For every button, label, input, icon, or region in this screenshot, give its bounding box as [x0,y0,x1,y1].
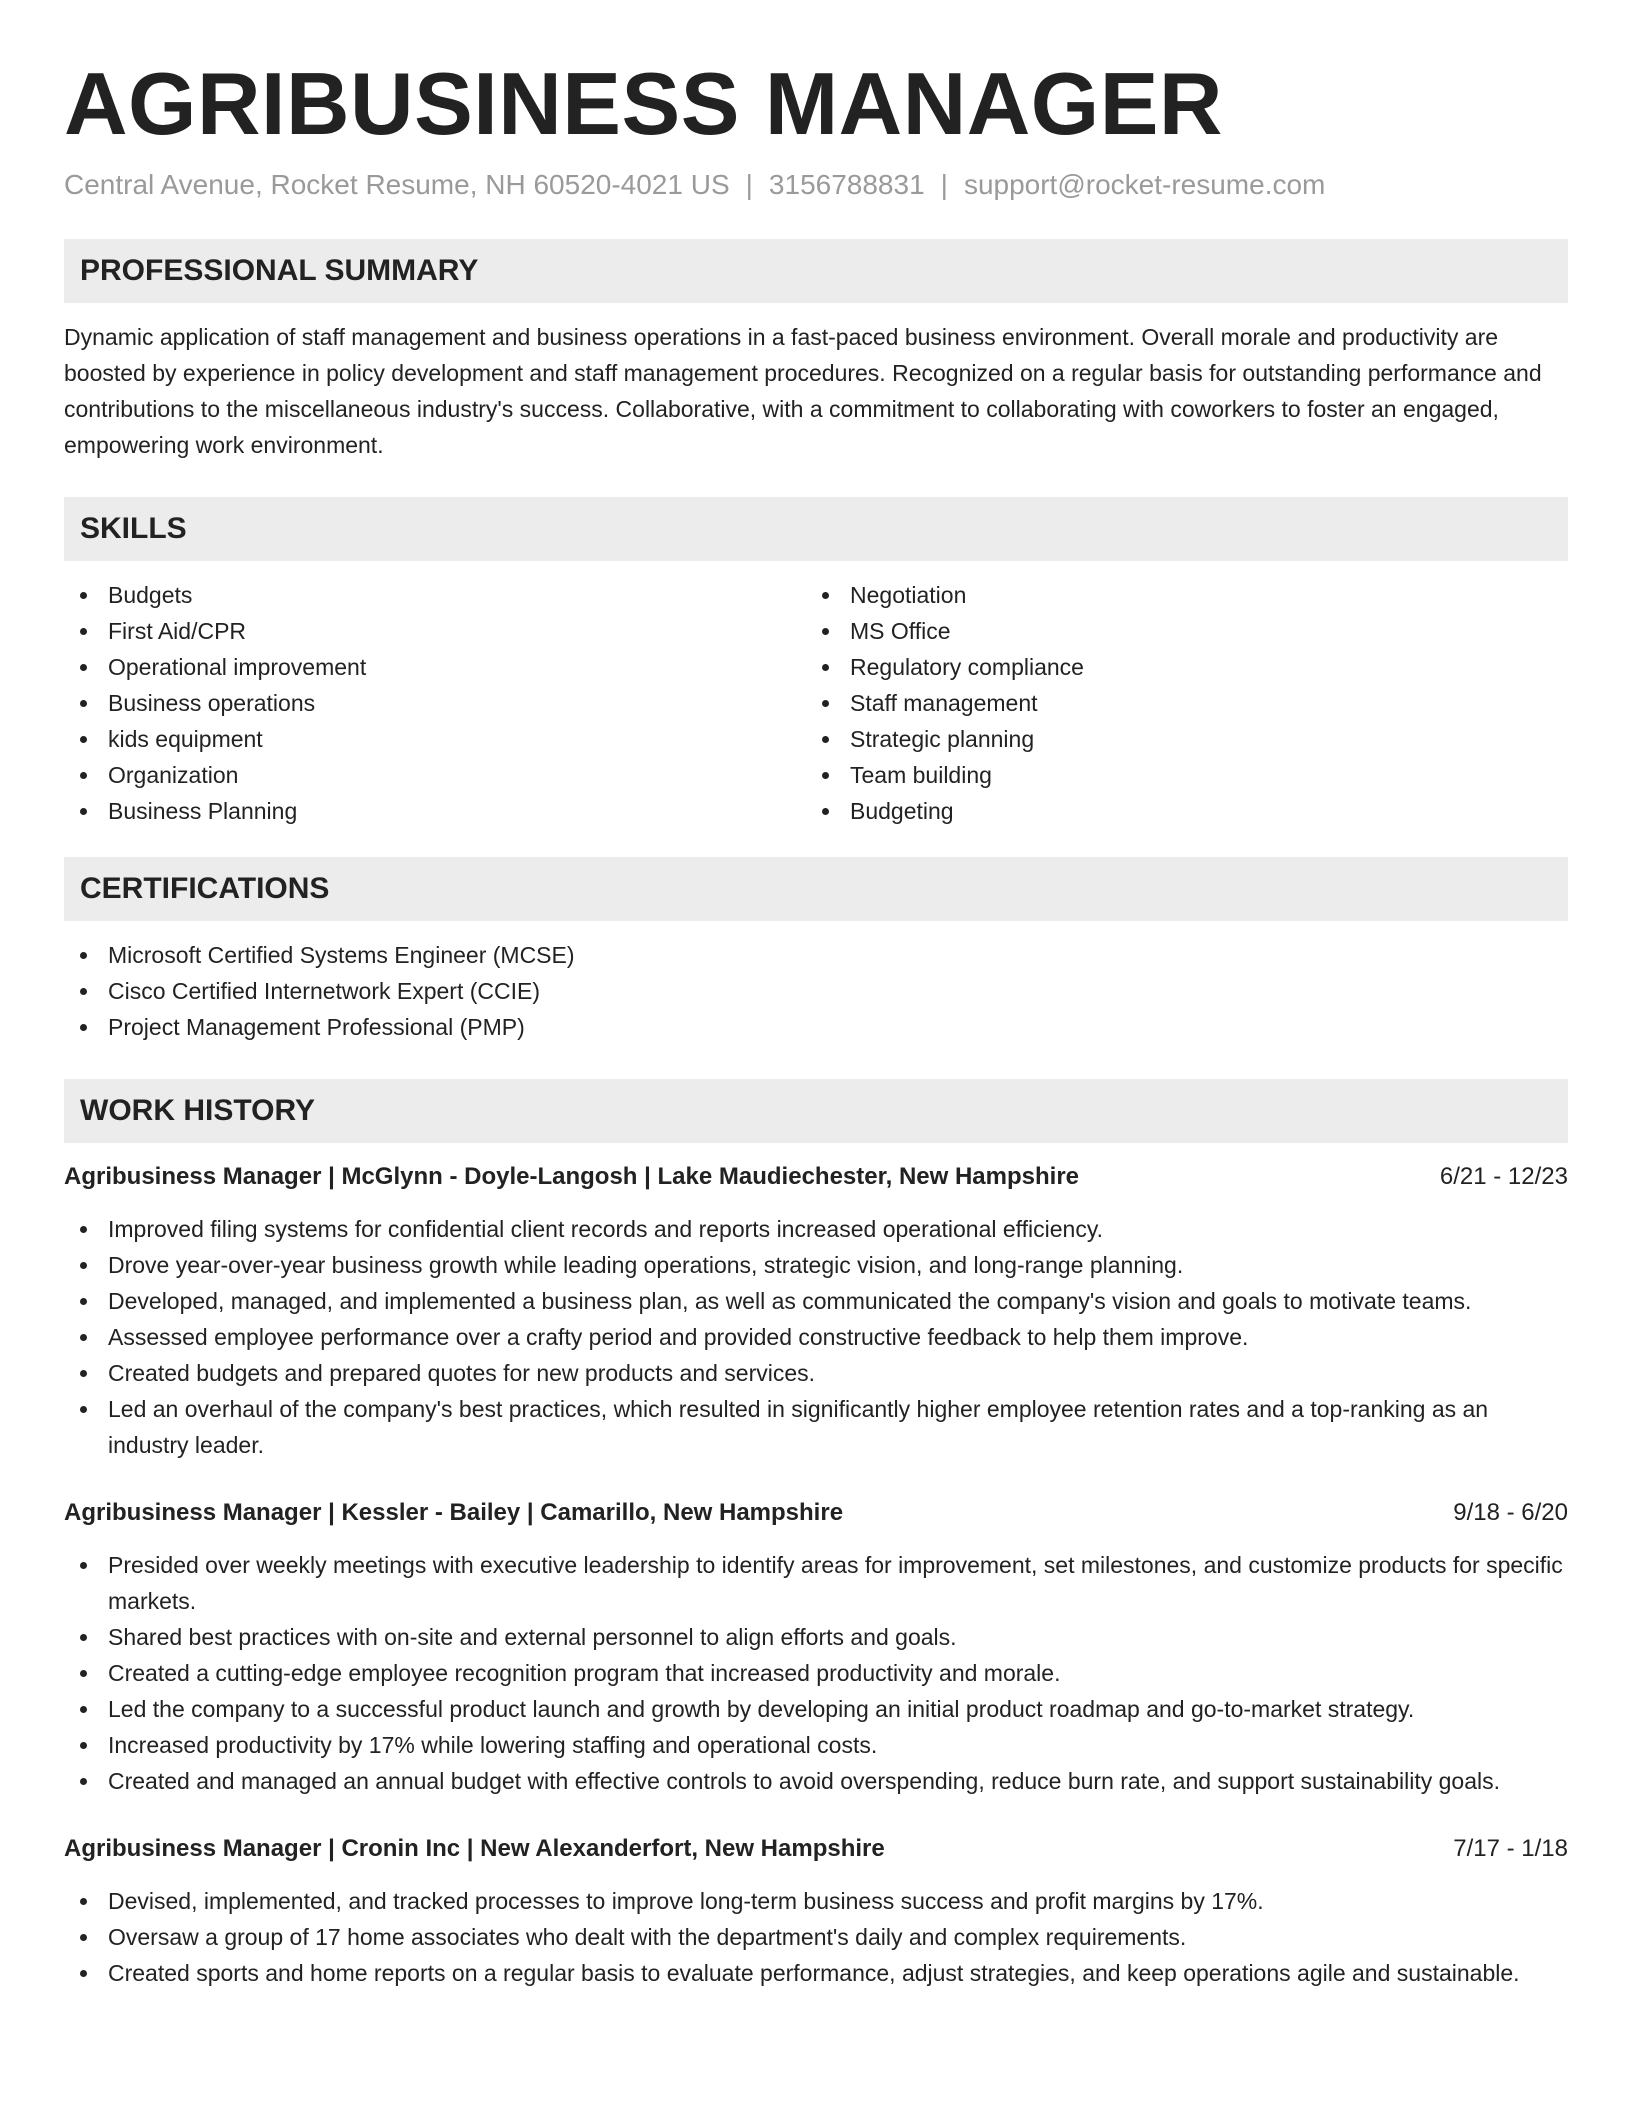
skill-item: Strategic planning [806,721,1548,757]
resume-page [64,0,1568,1991]
resume-name: AGRIBUSINESS MANAGER [64,54,1223,153]
job-bullet: Improved filing systems for confidential client records and reports increased operational efficiency. [64,1211,1568,1247]
job-bullet: Created budgets and prepared quotes for new products and services. [64,1355,1568,1391]
job-heading-row [64,1495,1568,1531]
skills-section [64,497,1568,829]
contact-line [64,168,1568,202]
summary-text: Dynamic application of staff management and business operations in a fast-paced business environment. Overall morale and productivity are boosted by experience in policy development and staff management procedures. Recognized on a regular basis for outstanding performance and contributions to the miscellaneous industry's success. Collaborative, with a commitment to collaborating with coworkers to foster an engaged, empowering work environment. [64,324,1542,458]
job-entry [64,1495,1568,1799]
job-bullet: Assessed employee performance over a crafty period and provided constructive feedback to help them improve. [64,1319,1568,1355]
job-bullet: Devised, implemented, and tracked processes to improve long-term business success and profit margins by 17%. [64,1883,1568,1919]
job-title: Agribusiness Manager | McGlynn - Doyle-Langosh | Lake Maudiechester, New Hampshire [64,1163,1080,1190]
job-dates: 7/17 - 1/18 [1453,1835,1568,1862]
job-bullet: Drove year-over-year business growth while leading operations, strategic vision, and long-range planning. [64,1247,1568,1283]
job-title: Agribusiness Manager | Kessler - Bailey | Camarillo, New Hampshire [64,1499,844,1526]
work-history-section [64,1079,1568,1991]
contact-address: Central Avenue, Rocket Resume, NH 60520-4021 US [64,169,730,200]
skill-item: Negotiation [806,577,1548,613]
summary-section [64,239,1568,463]
job-bullet: Created sports and home reports on a regular basis to evaluate performance, adjust strategies, and keep operations agile and sustainable. [64,1955,1568,1991]
certification-item: Microsoft Certified Systems Engineer (MCSE) [64,937,1568,973]
skill-item: First Aid/CPR [64,613,806,649]
certification-item: Project Management Professional (PMP) [64,1009,1568,1045]
job-bullet: Presided over weekly meetings with executive leadership to identify areas for improvement, set milestones, and customize products for specific markets. [64,1547,1568,1619]
job-dates: 9/18 - 6/20 [1453,1499,1568,1526]
certification-item: Cisco Certified Internetwork Expert (CCIE) [64,973,1568,1009]
job-bullet: Developed, managed, and implemented a business plan, as well as communicated the company's vision and goals to motivate teams. [64,1283,1568,1319]
skill-item: Regulatory compliance [806,649,1548,685]
job-bullet: Created and managed an annual budget with effective controls to avoid overspending, reduce burn rate, and support sustainability goals. [64,1763,1568,1799]
skill-item: Budgeting [806,793,1548,829]
skill-item: MS Office [806,613,1548,649]
work-history-header: WORK HISTORY [64,1079,1568,1143]
contact-separator: | [745,169,753,200]
certifications-section [64,857,1568,1045]
job-bullet: Led the company to a successful product launch and growth by developing an initial product roadmap and go-to-market strategy. [64,1691,1568,1727]
skill-item: Staff management [806,685,1548,721]
job-entry [64,1159,1568,1463]
job-bullet: Created a cutting-edge employee recognition program that increased productivity and morale. [64,1655,1568,1691]
job-entry [64,1831,1568,1991]
skills-header: SKILLS [64,497,1568,561]
skill-item: Budgets [64,577,806,613]
skill-item: Team building [806,757,1548,793]
summary-header: PROFESSIONAL SUMMARY [64,239,1568,303]
contact-email: support@rocket-resume.com [963,169,1326,200]
skills-column-right [806,577,1548,829]
skills-column-left [64,577,806,829]
skill-item: Business Planning [64,793,806,829]
skill-item: Organization [64,757,806,793]
skill-item: kids equipment [64,721,806,757]
contact-separator: | [940,169,948,200]
skills-columns [64,577,1568,829]
certifications-header: CERTIFICATIONS [64,857,1568,921]
job-bullet: Oversaw a group of 17 home associates who dealt with the department's daily and complex requirements. [64,1919,1568,1955]
job-heading-row [64,1159,1568,1195]
job-bullet: Increased productivity by 17% while lowering staffing and operational costs. [64,1727,1568,1763]
contact-phone: 3156788831 [768,169,925,200]
job-dates: 6/21 - 12/23 [1439,1163,1568,1190]
job-heading-row [64,1831,1568,1867]
job-title: Agribusiness Manager | Cronin Inc | New Alexanderfort, New Hampshire [64,1835,885,1862]
job-bullet: Shared best practices with on-site and external personnel to align efforts and goals. [64,1619,1568,1655]
job-bullet: Led an overhaul of the company's best practices, which resulted in significantly higher employee retention rates and a top-ranking as an industry leader. [64,1391,1568,1463]
skill-item: Operational improvement [64,649,806,685]
skill-item: Business operations [64,685,806,721]
